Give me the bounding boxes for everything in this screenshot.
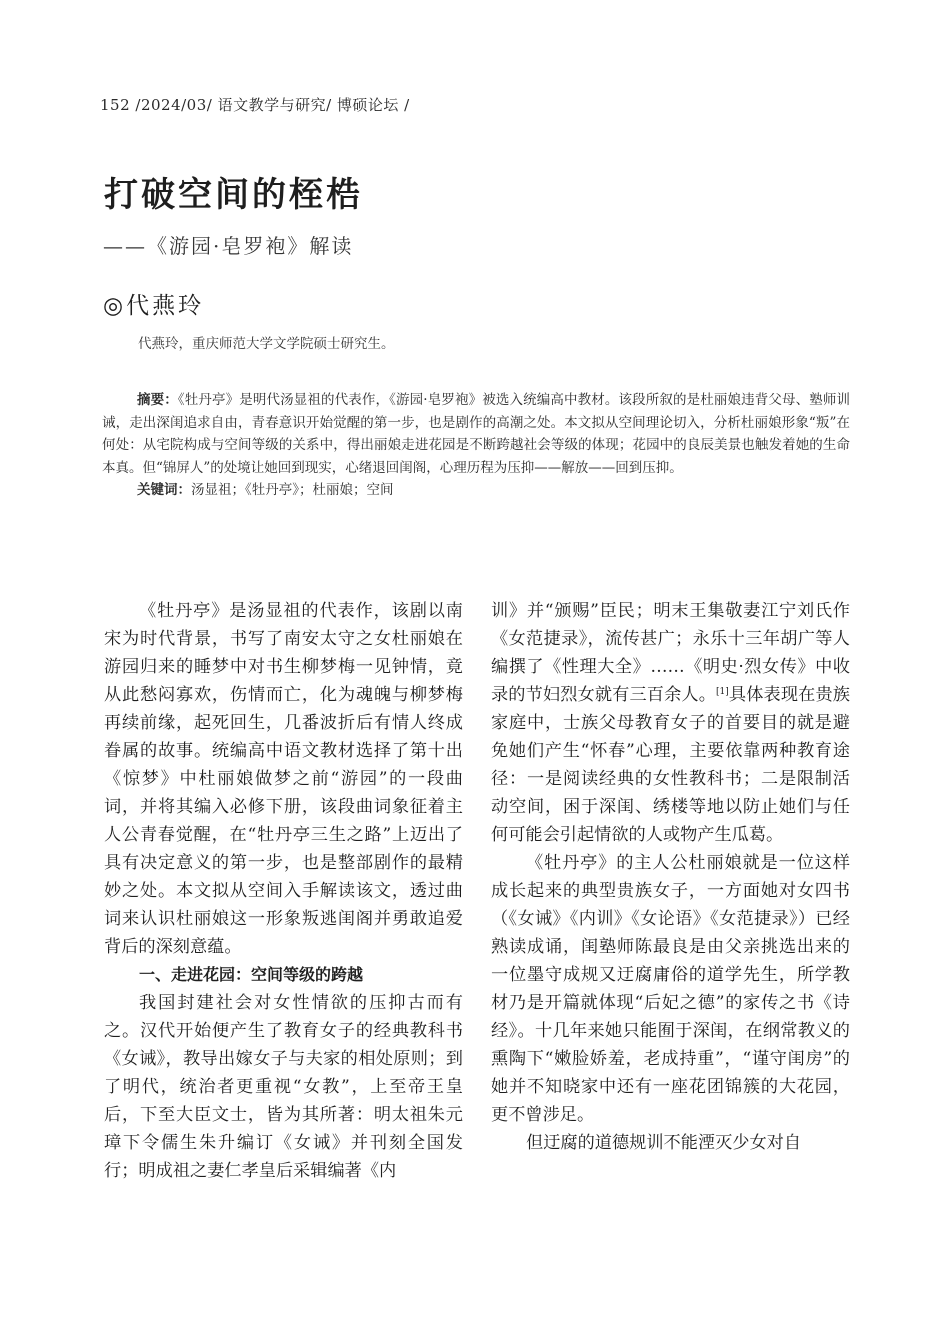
author-bio: 代燕玲，重庆师范大学文学院硕士研究生。 bbox=[138, 336, 395, 352]
section-heading: 一、走进花园：空间等级的跨越 bbox=[139, 965, 364, 984]
body-column-right bbox=[491, 597, 850, 1157]
running-head: 152 /2024/03/ 语文教学与研究/ 博硕论坛 / bbox=[100, 96, 410, 114]
footnote-reference: [1] bbox=[716, 687, 729, 697]
article-title: 打破空间的桎梏 bbox=[104, 175, 363, 215]
body-paragraph: 但迂腐的道德规训不能湮灭少女对自 bbox=[526, 1133, 802, 1153]
author-name: ◎代燕玲 bbox=[103, 293, 205, 319]
body-column-left bbox=[104, 597, 463, 1185]
article-subtitle: ——《游园·皂罗袍》解读 bbox=[103, 234, 354, 258]
body-paragraph: 《牡丹亭》的主人公杜丽娘就是一位这样成长起来的典型贵族女子，一方面她对女四书（《女诫》《内训》《女论语》《女范捷录》）已经熟读成诵，闺塾师陈最良是由父亲挑选出来的一位墨守成规又迂腐庸俗的道学先生，所学教材乃是开篇就体现“后妃之德”的家传之书《诗经》。十几年来她只能囿于深闺，在纲常教义的熏陶下“嫩脸娇羞，老成持重”，“谨守闺房”的她并不知晓家中还有一座花团锦簇的大花园，更不曾涉足。 bbox=[491, 853, 850, 1125]
abstract-text: 《牡丹亭》是明代汤显祖的代表作，《游园·皂罗袍》被选入统编高中教材。该段所叙的是杜丽娘违背父母、塾师训诫，走出深闺追求自由，青春意识开始觉醒的第一步，也是剧作的高潮之处。本文拟从空间理论切入，分析杜丽娘形象“叛”在何处：从宅院构成与空间等级的关系中，得出丽娘走进花园是不断跨越社会等级的体现；花园中的良辰美景也触发着她的生命本真。但“锦屏人”的处境让她回到现实，心绪退回闺阁，心理历程为压抑——解放——回到压抑。 bbox=[102, 392, 851, 476]
abstract-paragraph bbox=[102, 389, 850, 479]
body-text: 具体表现在贵族家庭中，士族父母教育女子的首要目的就是避免她们产生“怀春”心理，主要依靠两种教育途径：一是阅读经典的女性教科书；二是限制活动空间，困于深闺、绣楼等地以防止她们与任何可能会引起情欲的人或物产生瓜葛。 bbox=[491, 685, 850, 845]
keywords-line bbox=[102, 479, 850, 502]
abstract-label: 摘要： bbox=[137, 392, 178, 408]
keywords-text: 汤显祖；《牡丹亭》；杜丽娘；空间 bbox=[191, 482, 394, 498]
body-paragraph: 《牡丹亭》是汤显祖的代表作，该剧以南宋为时代背景，书写了南安太守之女杜丽娘在游园归来的睡梦中对书生柳梦梅一见钟情，竟从此愁闷寡欢，伤情而亡，化为魂魄与柳梦梅再续前缘，起死回生，几番波折后有情人终成眷属的故事。统编高中语文教材选择了第十出《惊梦》中杜丽娘做梦之前“游园”的一段曲词，并将其编入必修下册，该段曲词象征着主人公青春觉醒，在“牡丹亭三生之路”上迈出了具有决定意义的第一步，也是整部剧作的最精妙之处。本文拟从空间入手解读该文，透过曲词来认识杜丽娘这一形象叛逃闺阁并勇敢追爱背后的深刻意蕴。 bbox=[104, 601, 463, 957]
abstract-block bbox=[102, 389, 850, 502]
body-paragraph: 我国封建社会对女性情欲的压抑古而有之。汉代开始便产生了教育女子的经典教科书《女诫》，教导出嫁女子与夫家的相处原则；到了明代，统治者更重视“女教”，上至帝王皇后，下至大臣文士，皆为其所著：明太祖朱元璋下令儒生朱升编订《女诫》并刊刻全国发行；明成祖之妻仁孝皇后采辑编著《内 bbox=[104, 993, 463, 1181]
keywords-label: 关键词： bbox=[137, 482, 191, 498]
body-text: 训》并“颁赐”臣民；明末王集敬妻江宁刘氏作《女范捷录》，流传甚广；永乐十三年胡广等人编撰了《性理大全》……《明史·烈女传》中收录的节妇烈女就有三百余人。 bbox=[491, 601, 850, 705]
body-paragraph-continued bbox=[491, 597, 850, 849]
